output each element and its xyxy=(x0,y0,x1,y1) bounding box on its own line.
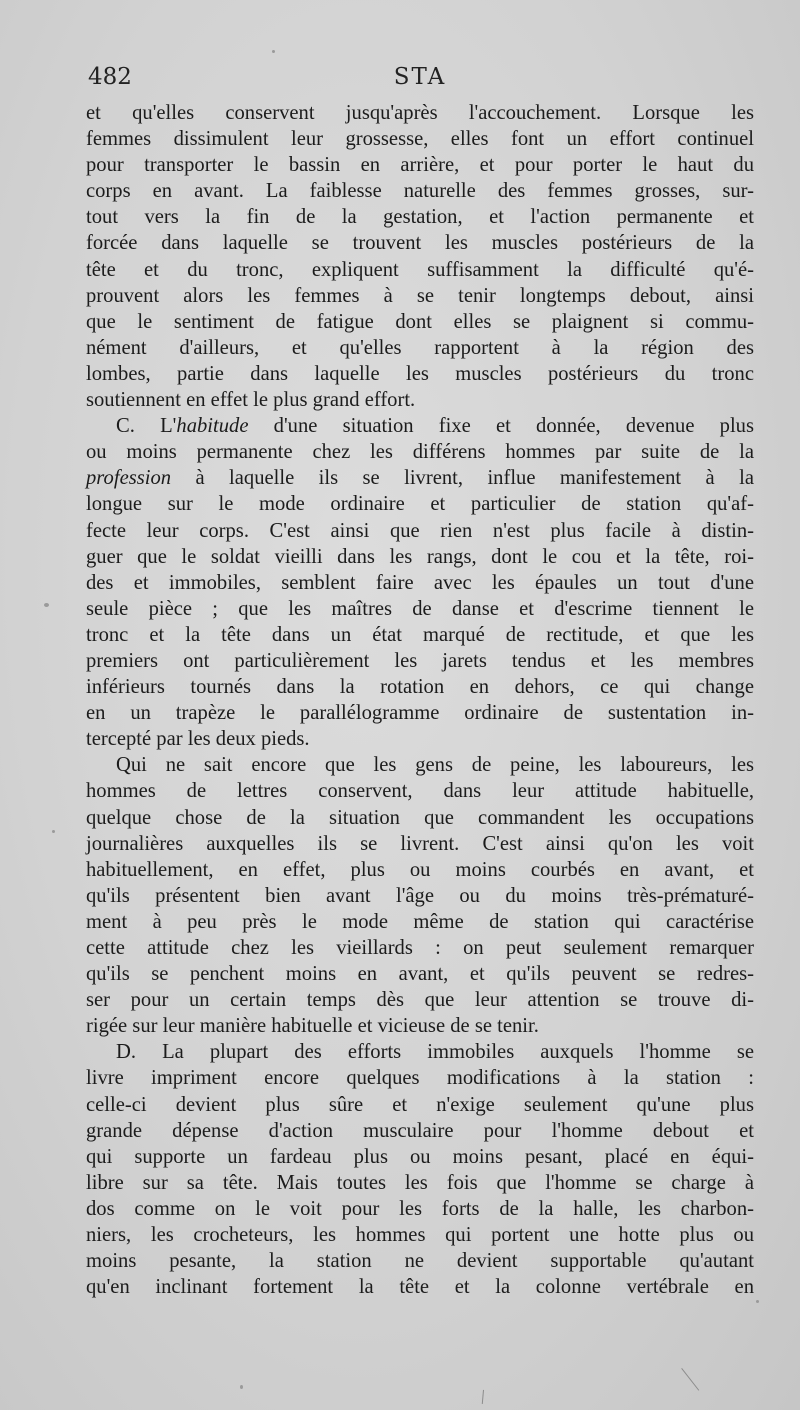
text-line: fecte leur corps. C'est ainsi que rien n'est plus facile à distin- xyxy=(86,519,754,542)
text-line: que le sentiment de fatigue dont elles se plaignent si commu- xyxy=(86,310,754,333)
text-line: ser pour un certain temps dès que leur attention se trouve di- xyxy=(86,989,754,1012)
text-line: habituellement, en effet, plus ou moins courbés en avant, et xyxy=(86,858,754,881)
text-line: celle-ci devient plus sûre et n'exige seulement qu'une plus xyxy=(86,1093,754,1116)
text-line: ment à peu près le mode même de station qui caractérise xyxy=(86,910,754,933)
running-head xyxy=(88,64,752,94)
text-line: qu'ils se penchent moins en avant, et qu'ils peuvent se redres- xyxy=(86,963,754,986)
text-line: qu'ils présentent bien avant l'âge ou du moins très-prématuré- xyxy=(86,884,754,907)
text-line: des et immobiles, semblent faire avec les épaules un tout d'une xyxy=(86,571,754,594)
paper-speck xyxy=(756,1300,759,1303)
text-line: hommes de lettres conservent, dans leur attitude habituelle, xyxy=(86,780,754,803)
text-line: dos comme on le voit pour les forts de la halle, les charbon- xyxy=(86,1197,754,1220)
text-line: qui supporte un fardeau plus ou moins pesant, placé en équi- xyxy=(86,1145,754,1168)
body-text xyxy=(86,100,754,1300)
paper-speck xyxy=(44,603,49,607)
page-number: 482 xyxy=(88,64,132,90)
text-line: corps en avant. La faiblesse naturelle des femmes grosses, sur- xyxy=(86,180,754,203)
text-line: en un trapèze le parallélogramme ordinaire de sustentation in- xyxy=(86,702,754,725)
text-line: inférieurs tournés dans la rotation en dehors, ce qui change xyxy=(86,676,754,699)
paper-scratch xyxy=(482,1390,484,1404)
text-line: qu'en inclinant fortement la tête et la colonne vertébrale en xyxy=(86,1276,754,1299)
paper-speck xyxy=(240,1385,243,1389)
paper-speck xyxy=(52,830,55,833)
text-line: seule pièce ; que les maîtres de danse et d'escrime tiennent le xyxy=(86,597,754,620)
paragraph xyxy=(86,413,754,752)
text-line: prouvent alors les femmes à se tenir longtemps debout, ainsi xyxy=(86,284,754,307)
text-line: et qu'elles conservent jusqu'après l'accouchement. Lorsque les xyxy=(86,102,754,124)
text-line: nément d'ailleurs, et qu'elles rapportent à la région des xyxy=(86,336,754,359)
text-line: longue sur le mode ordinaire et particulier de station qu'af- xyxy=(86,493,754,516)
text-line: femmes dissimulent leur grossesse, elles font un effort continuel xyxy=(86,128,754,151)
italic-term: profession xyxy=(86,467,172,490)
paragraph xyxy=(86,752,754,1039)
paragraph xyxy=(86,100,754,413)
text-line: quelque chose de la situation que commandent les occupations xyxy=(86,806,754,829)
text-line: journalières auxquelles ils se livrent. C'est ainsi qu'on les voit xyxy=(86,832,754,855)
text-line: livre impriment encore quelques modifications à la station : xyxy=(86,1067,754,1090)
text-line: pour transporter le bassin en arrière, et pour porter le haut du xyxy=(86,154,754,177)
text-line: soutiennent en effet le plus grand effort. xyxy=(86,389,416,412)
text-line: ou moins permanente chez les différens hommes par suite de la xyxy=(86,441,754,464)
text-line: C. L'habitude d'une situation fixe et donnée, devenue plus xyxy=(116,415,754,438)
text-line: cette attitude chez les vieillards : on peut seulement remarquer xyxy=(86,937,754,959)
text-line: moins pesante, la station ne devient supportable qu'autant xyxy=(86,1250,754,1273)
text-line: libre sur sa tête. Mais toutes les fois que l'homme se charge à xyxy=(86,1171,754,1194)
text-line: Qui ne sait encore que les gens de peine, les laboureurs, les xyxy=(116,754,754,777)
text-line: niers, les crocheteurs, les hommes qui portent une hotte plus ou xyxy=(86,1224,754,1247)
text-line: tronc et la tête dans un état marqué de rectitude, et que les xyxy=(86,623,754,646)
text-line: rigée sur leur manière habituelle et vicieuse de se tenir. xyxy=(86,1015,539,1038)
text-line: tout vers la fin de la gestation, et l'action permanente et xyxy=(86,206,754,229)
text-line: lombes, partie dans laquelle les muscles postérieurs du tronc xyxy=(86,362,754,385)
paragraph xyxy=(86,1039,754,1300)
text-line: tercepté par les deux pieds. xyxy=(86,728,310,751)
text-line: grande dépense d'action musculaire pour l'homme debout et xyxy=(86,1119,754,1142)
header-title: STA xyxy=(393,64,447,90)
text-line: tête et du tronc, expliquent suffisamment la difficulté qu'é- xyxy=(86,258,754,281)
text-line: premiers ont particulièrement les jarets tendus et les membres xyxy=(86,649,754,672)
text-line: profession à laquelle ils se livrent, influe manifestement à la xyxy=(86,467,754,490)
text-line: guer que le soldat vieilli dans les rangs, dont le cou et la tête, roi- xyxy=(86,545,754,568)
text-line: D. La plupart des efforts immobiles auxquels l'homme se xyxy=(116,1041,754,1064)
text-line: forcée dans laquelle se trouvent les muscles postérieurs de la xyxy=(86,232,754,255)
paper-speck xyxy=(272,50,275,53)
italic-term: habitude xyxy=(176,415,249,438)
paper-scratch xyxy=(681,1368,699,1391)
